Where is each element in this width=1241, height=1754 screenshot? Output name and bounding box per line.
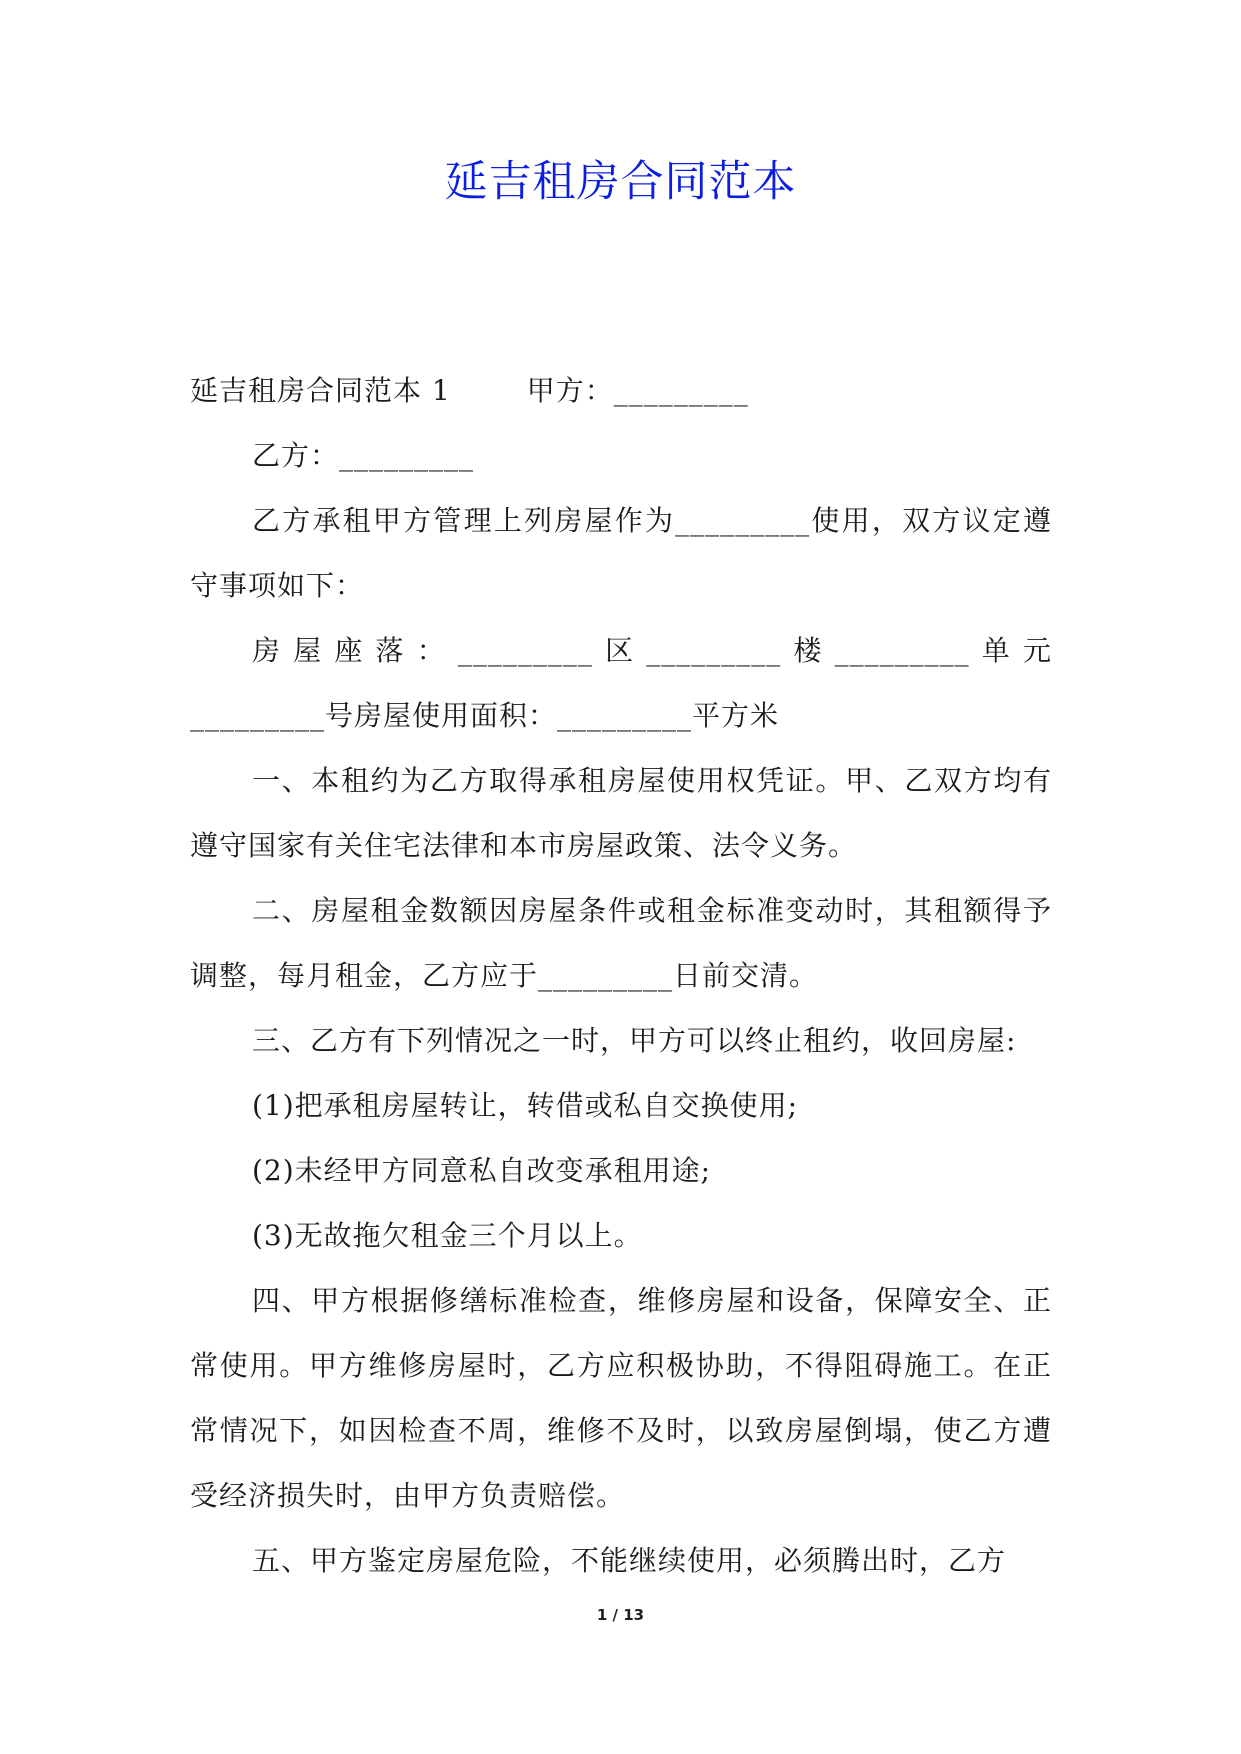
paragraph-location: 房屋座落：_________区_________楼_________单元_________号房屋使用面积：_________平方米 <box>190 634 1052 732</box>
paragraph-text: 延吉租房合同范本 1 <box>190 374 451 407</box>
paragraph-clause-4: 四、甲方根据修缮标准检查，维修房屋和设备，保障安全、正常使用。甲方维修房屋时，乙方应积极协助，不得阻碍施工。在正常情况下，如因检查不周，维修不及时，以致房屋倒塌，使乙方遭受经济损失时，由甲方负责赔偿。 <box>190 1284 1052 1512</box>
paragraph-usage: 乙方承租甲方管理上列房屋作为_________使用，双方议定遵守事项如下： <box>190 504 1052 602</box>
paragraph-clause-3: 三、乙方有下列情况之一时，甲方可以终止租约，收回房屋: <box>252 1024 1017 1057</box>
paragraph-clause-3-item-2: (2)未经甲方同意私自改变承租用途; <box>252 1154 712 1187</box>
page-indicator: 1 / 13 <box>596 1606 645 1624</box>
document-body <box>190 358 1052 1593</box>
document-title: 延吉租房合同范本 <box>444 157 797 207</box>
paragraph-clause-2: 二、房屋租金数额因房屋条件或租金标准变动时，其租额得予调整，每月租金，乙方应于_________日前交清。 <box>190 894 1052 992</box>
paragraph-clause-5: 五、甲方鉴定房屋危险，不能继续使用，必须腾出时，乙方 <box>252 1544 1007 1577</box>
paragraph-clause-3-item-3: (3)无故拖欠租金三个月以上。 <box>252 1219 643 1252</box>
paragraph-party-b: 乙方：_________ <box>252 439 475 472</box>
paragraph-clause-1: 一、本租约为乙方取得承租房屋使用权凭证。甲、乙双方均有遵守国家有关住宅法律和本市房屋政策、法令义务。 <box>190 764 1052 862</box>
paragraph-clause-3-item-1: (1)把承租房屋转让，转借或私自交换使用; <box>252 1089 799 1122</box>
paragraph-heading-party-a <box>190 358 1052 423</box>
party-a-field: 甲方：_________ <box>526 374 749 407</box>
